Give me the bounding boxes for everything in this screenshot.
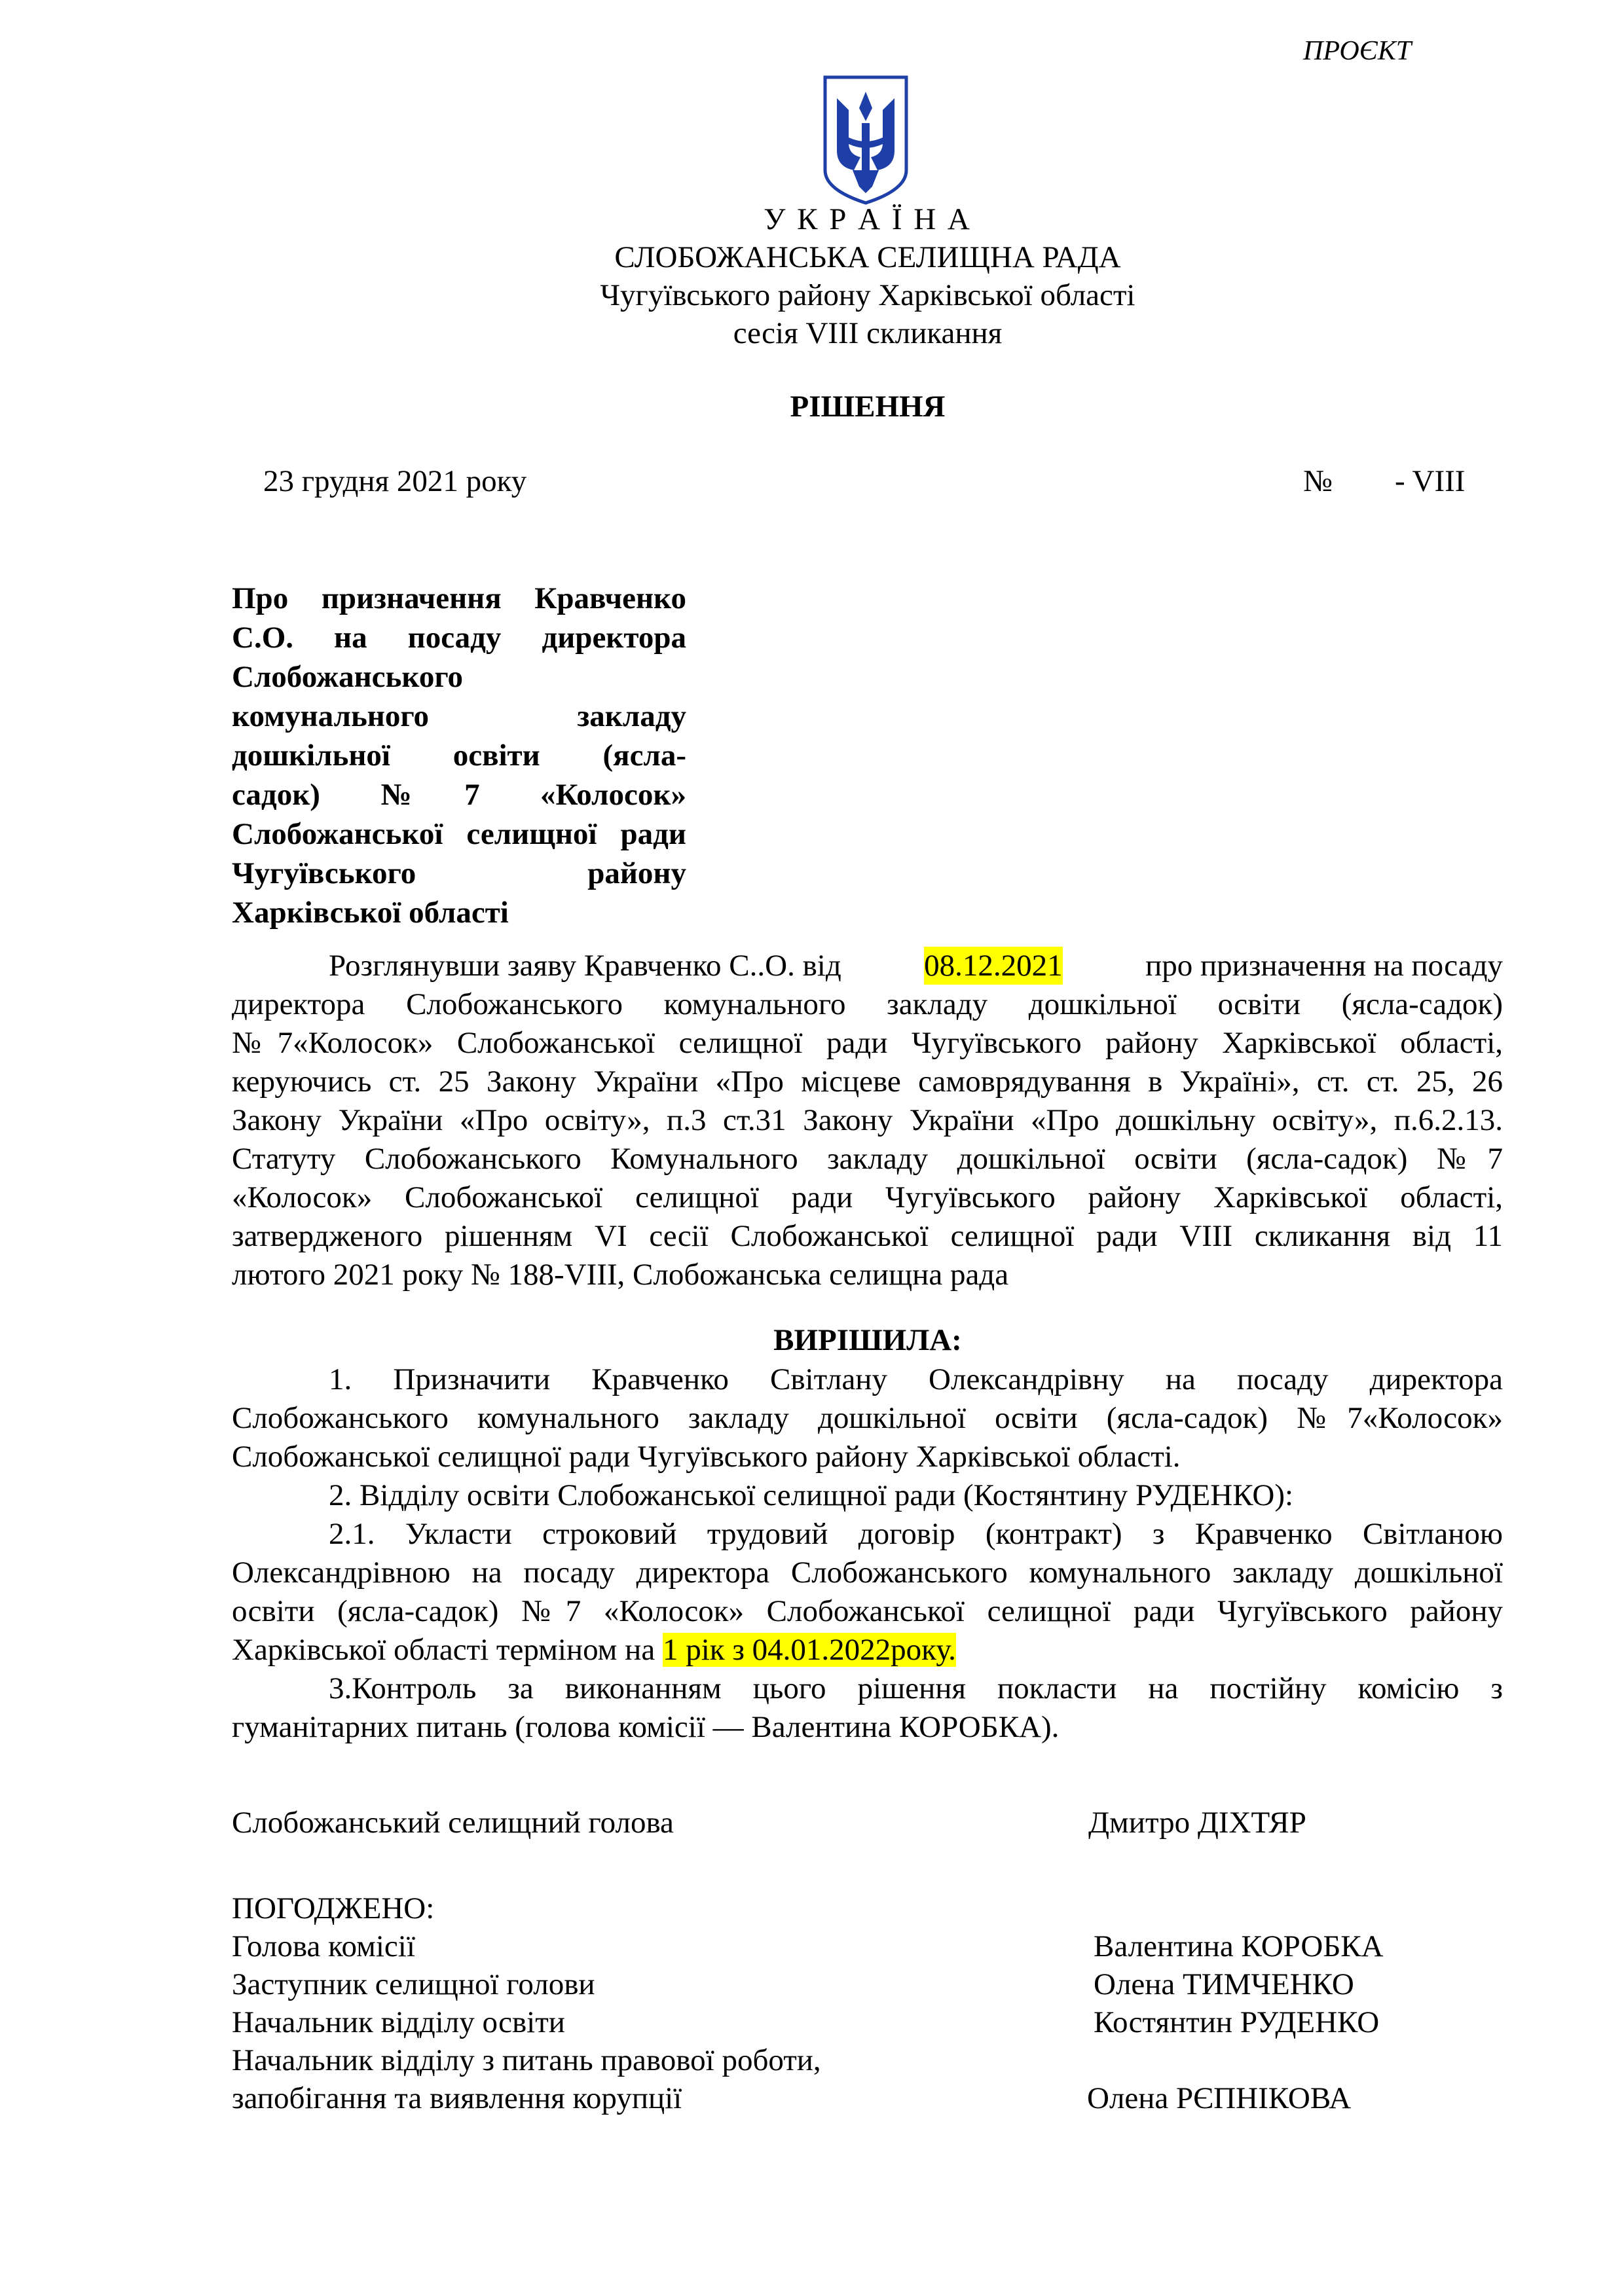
contract-term-highlight: 1 рік з 04.01.2022року. — [662, 1633, 956, 1667]
preamble-line: «Колосок» Слобожанської селищної ради Чугуївського району Харківської області, — [232, 1180, 1503, 1214]
header-council: СЛОБОЖАНСЬКА СЕЛИЩНА РАДА — [614, 240, 1121, 274]
subject-line: Чугуївського району — [232, 856, 686, 890]
header-country: У К Р А Ї Н А — [764, 202, 972, 236]
trident-emblem-icon — [820, 72, 912, 206]
subject-line: Слобожанської селищної ради — [232, 817, 686, 851]
subject-line: комунального закладу — [232, 699, 686, 733]
approval-role: Начальник відділу освіти — [232, 2005, 565, 2039]
item-2-1-line: освіти (ясла-садок) №7 «Колосок» Слобожанської селищної ради Чугуївського району — [232, 1594, 1503, 1628]
approval-name: Олена ТИМЧЕНКО — [1094, 1967, 1354, 2001]
preamble-line: №7«Колосок» Слобожанської селищної ради Чугуївського району Харківської області, — [232, 1026, 1503, 1060]
item-3-line: 3.Контроль за виконанням цього рішення покласти на постійну комісію з — [329, 1671, 1503, 1705]
approval-role: Начальник відділу з питань правової роботи, — [232, 2043, 821, 2077]
subject-line: Про призначення Кравченко — [232, 581, 686, 615]
preamble-first-line — [329, 947, 1503, 985]
item-2-1-line: 2.1. Укласти строковий трудовий договір (контракт) з Кравченко Світланою — [329, 1517, 1503, 1551]
item-2: 2. Відділу освіти Слобожанської селищної ради (Костянтину РУДЕНКО): — [329, 1478, 1294, 1512]
preamble-line: Закону України «Про освіту», п.3 ст.31 Закону України «Про дошкільну освіту», п.6.2.13. — [232, 1103, 1503, 1137]
document-date: 23 грудня 2021 року — [263, 464, 527, 498]
item-1-line: Слобожанського комунального закладу дошкільної освіти (ясла-садок) №7«Колосок» — [232, 1401, 1503, 1435]
approval-name: Олена РЄПНІКОВА — [1087, 2081, 1352, 2115]
item-1-line: Слобожанської селищної ради Чугуївського району Харківської області. — [232, 1440, 1181, 1474]
preamble-line: затвердженого рішенням VI сесії Слобожанської селищної ради VIII скликання від 11 — [232, 1219, 1503, 1253]
signature-role: Слобожанський селищний голова — [232, 1806, 674, 1840]
approval-role: Заступник селищної голови — [232, 1967, 595, 2001]
approval-role: Голова комісії — [232, 1929, 415, 1963]
approval-name: Костянтин РУДЕНКО — [1094, 2005, 1380, 2039]
approval-title: ПОГОДЖЕНО: — [232, 1891, 435, 1925]
draft-mark: ПРОЄКТ — [1303, 36, 1412, 66]
item-3-line: гуманітарних питань (голова комісії — Валентина КОРОБКА). — [232, 1710, 1060, 1744]
subject-line: садок) №7 «Колосок» — [232, 778, 686, 812]
subject-line: дошкільної освіти (ясла- — [232, 738, 686, 773]
subject-line: С.О. на посаду директора — [232, 621, 686, 655]
preamble-line: керуючись ст. 25 Закону України «Про місцеве самоврядування в Україні», ст. ст. 25, 26 — [232, 1065, 1503, 1099]
document-type: РІШЕННЯ — [790, 390, 946, 424]
preamble-text: про призначення на посаду — [1145, 949, 1503, 983]
approval-role: запобігання та виявлення корупції — [232, 2081, 682, 2115]
preamble-line: Статуту Слобожанського Комунального закладу дошкільної освіти (ясла-садок) №7 — [232, 1142, 1503, 1176]
item-2-1-text: Харківської області терміном на — [232, 1633, 655, 1667]
application-date-highlight: 08.12.2021 — [924, 947, 1063, 985]
item-1-line: 1. Призначити Кравченко Світлану Олександрівну на посаду директора — [329, 1362, 1503, 1396]
header-district: Чугуївського району Харківської області — [600, 278, 1135, 312]
subject-line: Слобожанського — [232, 660, 464, 694]
decided-heading: ВИРІШИЛА: — [773, 1323, 962, 1357]
item-2-1-line — [232, 1631, 956, 1669]
subject-line: Харківської області — [232, 896, 509, 930]
signature-name: Дмитро ДІХТЯР — [1088, 1806, 1306, 1840]
preamble-line: директора Слобожанського комунального закладу дошкільної освіти (ясла-садок) — [232, 987, 1503, 1021]
header-session: сесія VIII скликання — [733, 316, 1003, 350]
approval-name: Валентина КОРОБКА — [1094, 1929, 1384, 1963]
item-2-1-line: Олександрівною на посаду директора Слобожанського комунального закладу дошкільної — [232, 1556, 1503, 1590]
document-number-suffix: - VIII — [1395, 464, 1466, 498]
preamble-line: лютого 2021 року № 188-VIII, Слобожанська селищна рада — [232, 1258, 1009, 1292]
document-number-prefix: № — [1303, 464, 1333, 498]
preamble-text: Розглянувши заяву Кравченко С..О. від — [329, 949, 841, 983]
